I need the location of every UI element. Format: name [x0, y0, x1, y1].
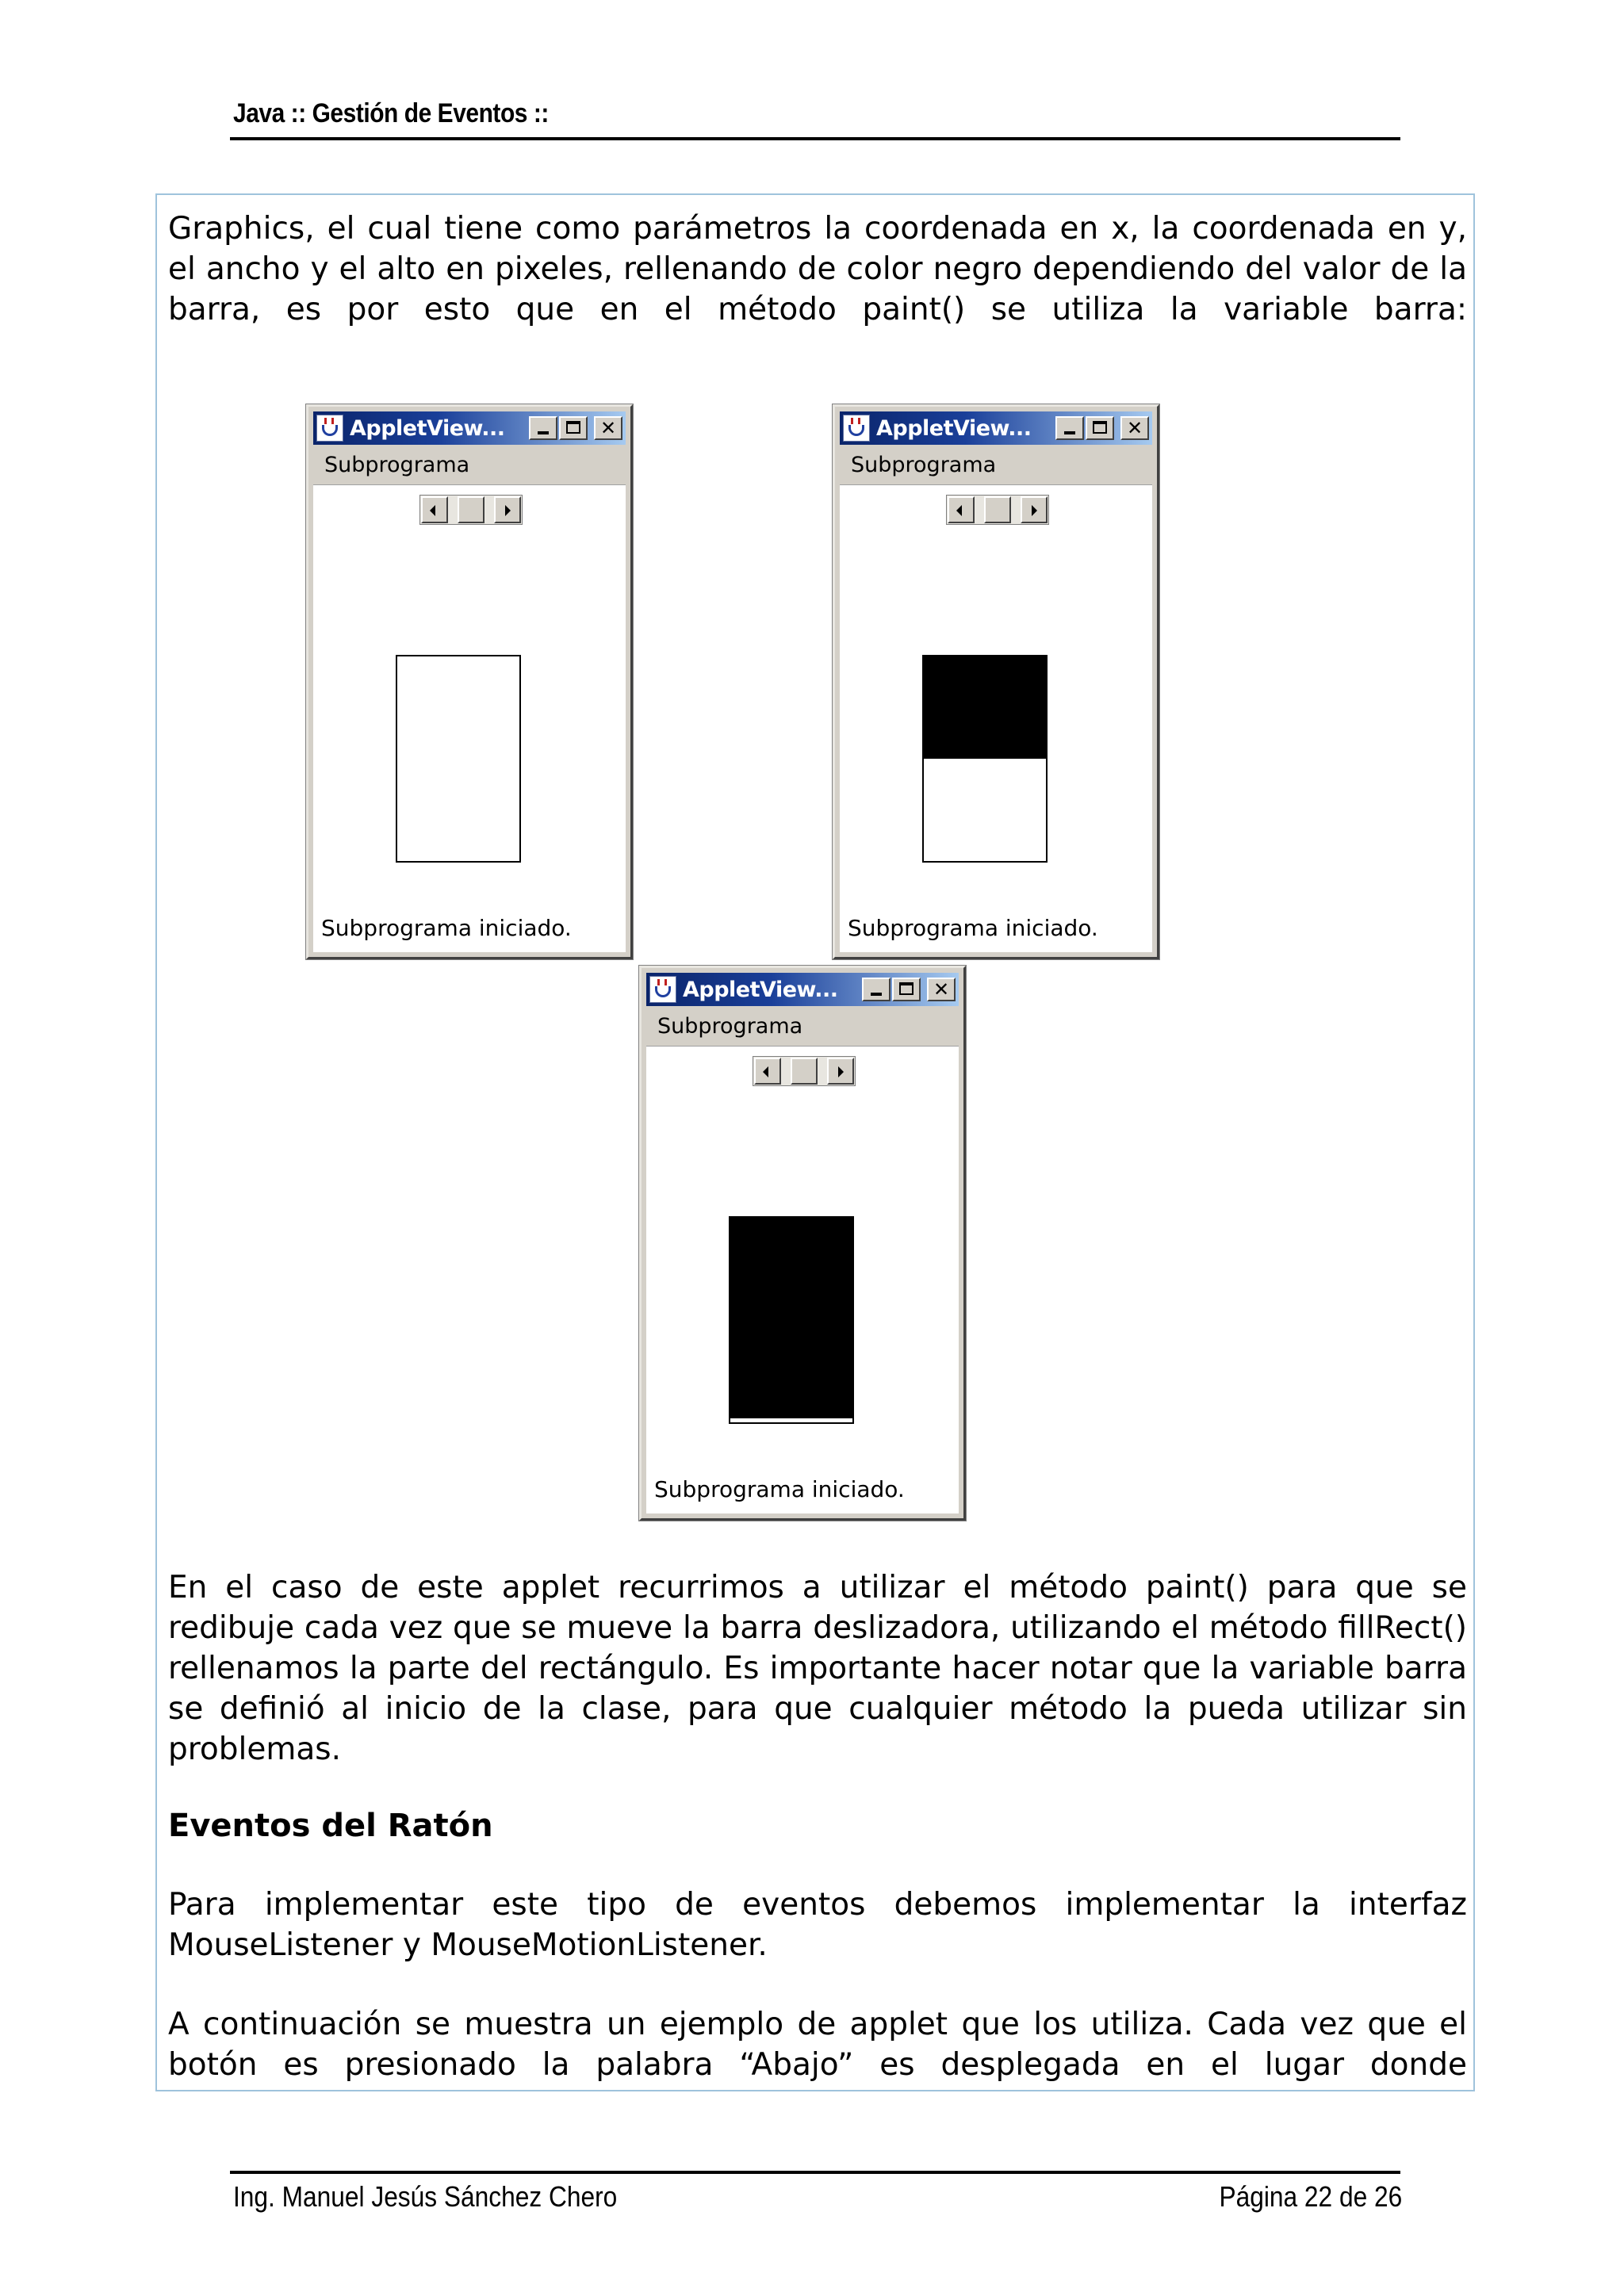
applet-title: AppletView...	[876, 416, 1032, 441]
header-title: Java :: Gestión de Eventos ::	[233, 98, 549, 128]
minimize-button[interactable]	[529, 416, 557, 440]
close-button[interactable]: ✕	[1120, 416, 1149, 440]
minimize-button[interactable]	[1055, 416, 1084, 440]
section-heading: Eventos del Ratón	[168, 1808, 493, 1844]
bar-rectangle	[922, 655, 1048, 863]
applet-canvas	[313, 484, 626, 952]
applet-titlebar[interactable]	[646, 973, 959, 1006]
horizontal-scrollbar[interactable]	[419, 495, 523, 525]
applet-window-3[interactable]	[639, 966, 966, 1521]
header-rule	[230, 137, 1400, 140]
footer-author: Ing. Manuel Jesús Sánchez Chero	[233, 2180, 618, 2213]
menu-subprograma[interactable]: Subprograma	[657, 1014, 803, 1039]
java-cup-icon	[649, 976, 676, 1003]
maximize-button[interactable]	[559, 416, 588, 440]
scrollbar-thumb[interactable]	[984, 496, 1011, 523]
applet-canvas	[840, 484, 1152, 952]
paragraph-applet-example: A continuación se muestra un ejemplo de applet que los utiliza. Cada vez que el botón es presionado la palabra “Abajo” es desplegada en el lugar donde	[168, 2007, 1467, 2083]
bar-fill	[730, 1218, 852, 1418]
maximize-button[interactable]	[892, 978, 921, 1001]
scroll-right-arrow-icon[interactable]	[1021, 496, 1048, 523]
scrollbar-thumb[interactable]	[791, 1058, 818, 1085]
applet-canvas	[646, 1046, 959, 1513]
applet-menubar	[840, 446, 1152, 483]
paragraph-graphics: Graphics, el cual tiene como parámetros la coordenada en x, la coordenada en y, el ancho y el alto en pixeles, rellenando de color negro dependiendo del valor de la barra, es por esto que en el método paint() se utiliza la variable barra:	[168, 211, 1467, 327]
scroll-left-arrow-icon[interactable]	[948, 496, 975, 523]
menu-subprograma[interactable]: Subprograma	[851, 453, 997, 477]
status-text: Subprograma iniciado.	[321, 915, 572, 941]
applet-window-1[interactable]	[306, 404, 633, 959]
bar-rectangle	[396, 655, 521, 863]
status-text: Subprograma iniciado.	[848, 915, 1098, 941]
scroll-right-arrow-icon[interactable]	[827, 1058, 854, 1085]
applet-menubar	[646, 1008, 959, 1044]
applet-title: AppletView...	[350, 416, 505, 441]
scrollbar-thumb[interactable]	[458, 496, 485, 523]
applet-titlebar[interactable]	[313, 411, 626, 445]
paragraph-paint-explanation: En el caso de este applet recurrimos a utilizar el método paint() para que se redibuje cada vez que se mueve la barra deslizadora, utilizando el método fillRect() rellenamos la parte del rectángulo. Es importante hacer notar que la variable barra se definió al inicio de la clase, para que cualquier método la pueda utilizar sin problemas.	[168, 1570, 1467, 1767]
footer-rule	[230, 2171, 1400, 2174]
applet-menubar	[313, 446, 626, 483]
horizontal-scrollbar[interactable]	[753, 1056, 856, 1086]
menu-subprograma[interactable]: Subprograma	[324, 453, 470, 477]
maximize-button[interactable]	[1086, 416, 1114, 440]
bar-rectangle	[729, 1216, 854, 1424]
minimize-button[interactable]	[862, 978, 891, 1001]
close-button[interactable]: ✕	[594, 416, 622, 440]
scroll-left-arrow-icon[interactable]	[421, 496, 448, 523]
applet-window-2[interactable]	[833, 404, 1159, 959]
paragraph-mouse-listener: Para implementar este tipo de eventos debemos implementar la interfaz MouseListener y MouseMotionListener.	[168, 1887, 1467, 1963]
close-button[interactable]: ✕	[927, 978, 956, 1001]
java-cup-icon	[316, 415, 343, 442]
bar-fill	[924, 656, 1046, 759]
applet-title: AppletView...	[683, 978, 838, 1002]
footer-page-number: Página 22 de 26	[1219, 2180, 1402, 2213]
scroll-left-arrow-icon[interactable]	[754, 1058, 781, 1085]
java-cup-icon	[843, 415, 870, 442]
status-text: Subprograma iniciado.	[654, 1476, 905, 1502]
applet-titlebar[interactable]	[840, 411, 1152, 445]
scroll-right-arrow-icon[interactable]	[494, 496, 521, 523]
horizontal-scrollbar[interactable]	[946, 495, 1049, 525]
